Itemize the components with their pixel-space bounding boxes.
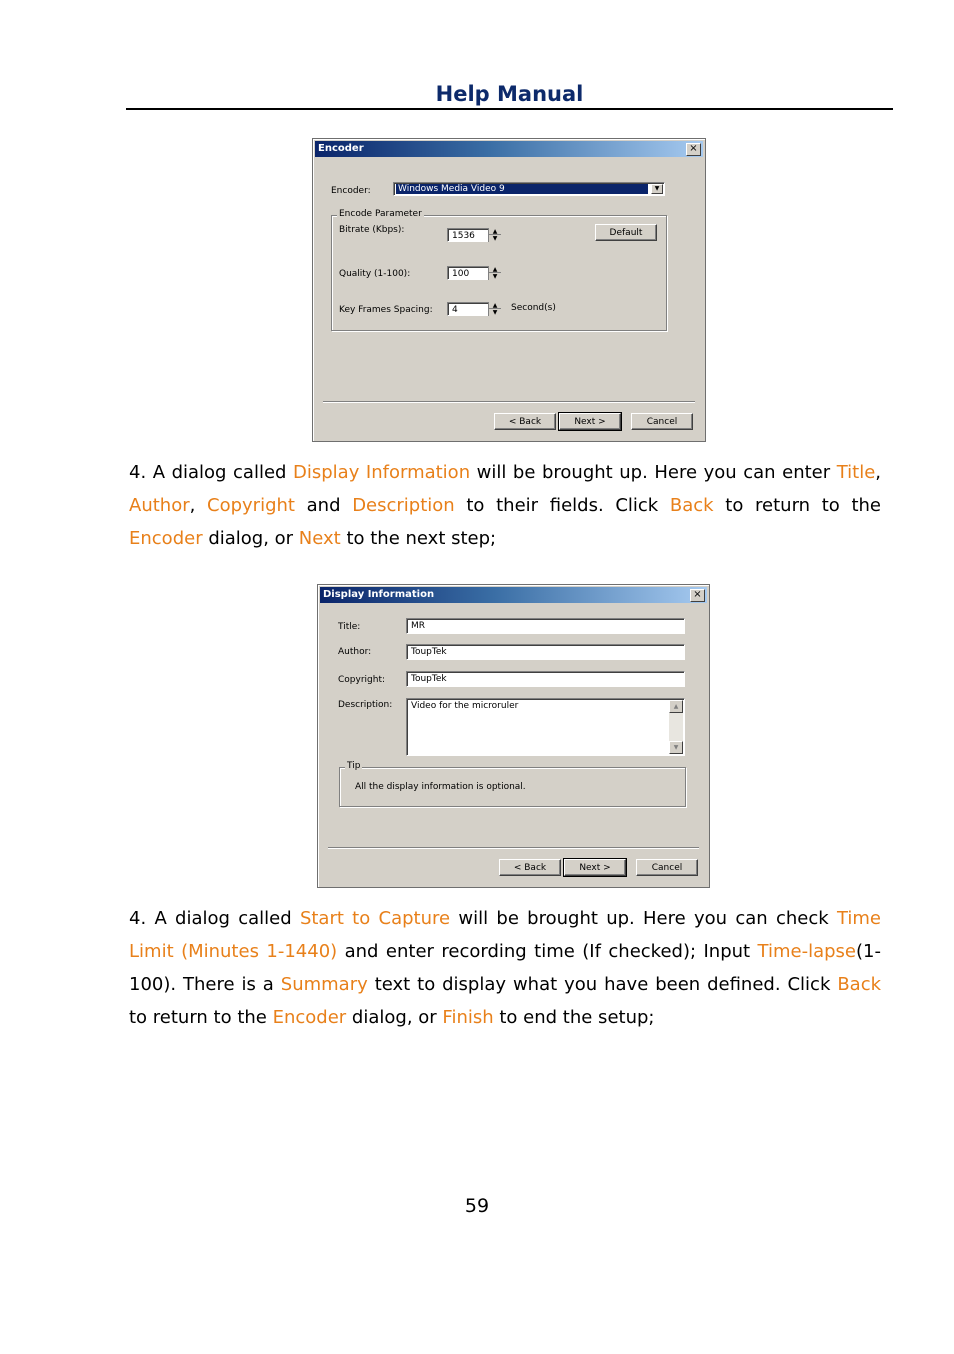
text: (1-100). There is a [129,941,881,995]
text: 4. A dialog called [129,462,294,483]
highlight-term: Encoder [129,528,203,549]
close-icon[interactable]: × [686,143,701,156]
highlight-term: Finish [442,1007,494,1028]
title-value: MR [411,621,426,631]
next-button[interactable]: Next > [564,859,626,876]
scrollbar[interactable] [669,700,683,754]
text: dialog, or [346,1007,443,1028]
highlight-term: Time Limit (Minutes 1-1440) [129,908,881,962]
scroll-down-icon[interactable]: ▼ [669,741,683,754]
spin-down-icon[interactable]: ▼ [492,309,498,316]
highlight-term: Display Information [293,462,471,483]
highlight-term: Copyright [207,495,295,516]
text: text to display what you have been defined. Click [367,974,838,995]
keyframe-spinner[interactable] [488,302,501,316]
button-separator [323,401,695,403]
highlight-term: Summary [280,974,368,995]
highlight-term: Description [352,495,455,516]
display-information-dialog [317,584,710,888]
bitrate-spinner[interactable] [488,228,501,242]
description-field[interactable] [406,698,685,756]
text: to return to the [713,495,882,516]
chevron-down-icon[interactable]: ▼ [651,184,663,194]
text: dialog, or [202,528,299,549]
text: 4. A dialog called [129,908,300,929]
highlight-term: Start to Capture [299,908,451,929]
keyframe-label: Key Frames Spacing: [339,305,433,315]
author-value: ToupTek [411,647,447,657]
text: and [294,495,353,516]
highlight-term: Back [669,495,714,516]
text: to their fields. Click [454,495,670,516]
encoder-titlebar [315,141,703,157]
paragraph-display-information [129,456,881,555]
header-rule [126,108,893,110]
quality-value: 100 [452,269,470,279]
scroll-up-icon[interactable]: ▲ [669,700,683,713]
display-titlebar [320,587,707,603]
spin-down-icon[interactable]: ▼ [492,235,498,242]
spin-up-icon[interactable]: ▲ [489,266,501,273]
quality-spinner[interactable] [488,266,501,280]
default-button[interactable]: Default [595,224,657,241]
tip-group [339,761,686,807]
author-label: Author: [338,647,372,657]
paragraph-start-to-capture [129,902,881,1034]
title-label: Title: [338,622,361,632]
encoder-dialog-title: Encoder [318,143,364,154]
text: to end the setup; [493,1007,655,1028]
text: and enter recording time (If checked); Input [337,941,758,962]
tip-text: All the display information is optional. [355,782,526,792]
cancel-button[interactable]: Cancel [631,413,693,430]
author-field[interactable] [406,644,685,660]
highlight-term: Time-lapse [757,941,857,962]
back-button[interactable]: < Back [499,859,561,876]
highlight-term: Next [298,528,341,549]
tip-group-title: Tip [347,761,361,771]
back-button[interactable]: < Back [494,413,556,430]
description-value: Video for the microruler [411,701,519,711]
close-icon[interactable]: × [690,589,705,602]
title-field[interactable] [406,618,685,634]
spin-down-icon[interactable]: ▼ [492,273,498,280]
copyright-value: ToupTek [411,674,447,684]
cancel-button[interactable]: Cancel [636,859,698,876]
next-button[interactable]: Next > [559,413,621,430]
display-dialog-title: Display Information [323,589,435,600]
copyright-label: Copyright: [338,675,386,685]
text: , [875,462,881,483]
text: to return to the [129,1007,273,1028]
encode-parameter-group-title: Encode Parameter [339,209,422,219]
header-title: Help Manual [435,82,584,106]
spin-up-icon[interactable]: ▲ [489,302,501,309]
text: , [189,495,208,516]
encoder-label: Encoder: [331,186,371,196]
text: will be brought up. Here you can check [450,908,837,929]
description-label: Description: [338,700,393,710]
bitrate-label: Bitrate (Kbps): [339,225,405,235]
copyright-field[interactable] [406,671,685,687]
quality-label: Quality (1-100): [339,269,411,279]
encoder-dialog [312,138,706,442]
button-separator [328,847,699,849]
highlight-term: Title [836,462,876,483]
keyframe-unit: Second(s) [511,303,556,313]
highlight-term: Encoder [272,1007,347,1028]
bitrate-value: 1536 [452,231,475,241]
highlight-term: Back [837,974,882,995]
highlight-term: Author [129,495,190,516]
keyframe-value: 4 [452,305,458,315]
spin-up-icon[interactable]: ▲ [489,228,501,235]
page-number: 59 [464,1195,490,1217]
text: to the next step; [340,528,497,549]
encoder-select-value: Windows Media Video 9 [396,184,648,194]
text: will be brought up. Here you can enter [470,462,837,483]
encoder-select[interactable] [393,182,665,196]
